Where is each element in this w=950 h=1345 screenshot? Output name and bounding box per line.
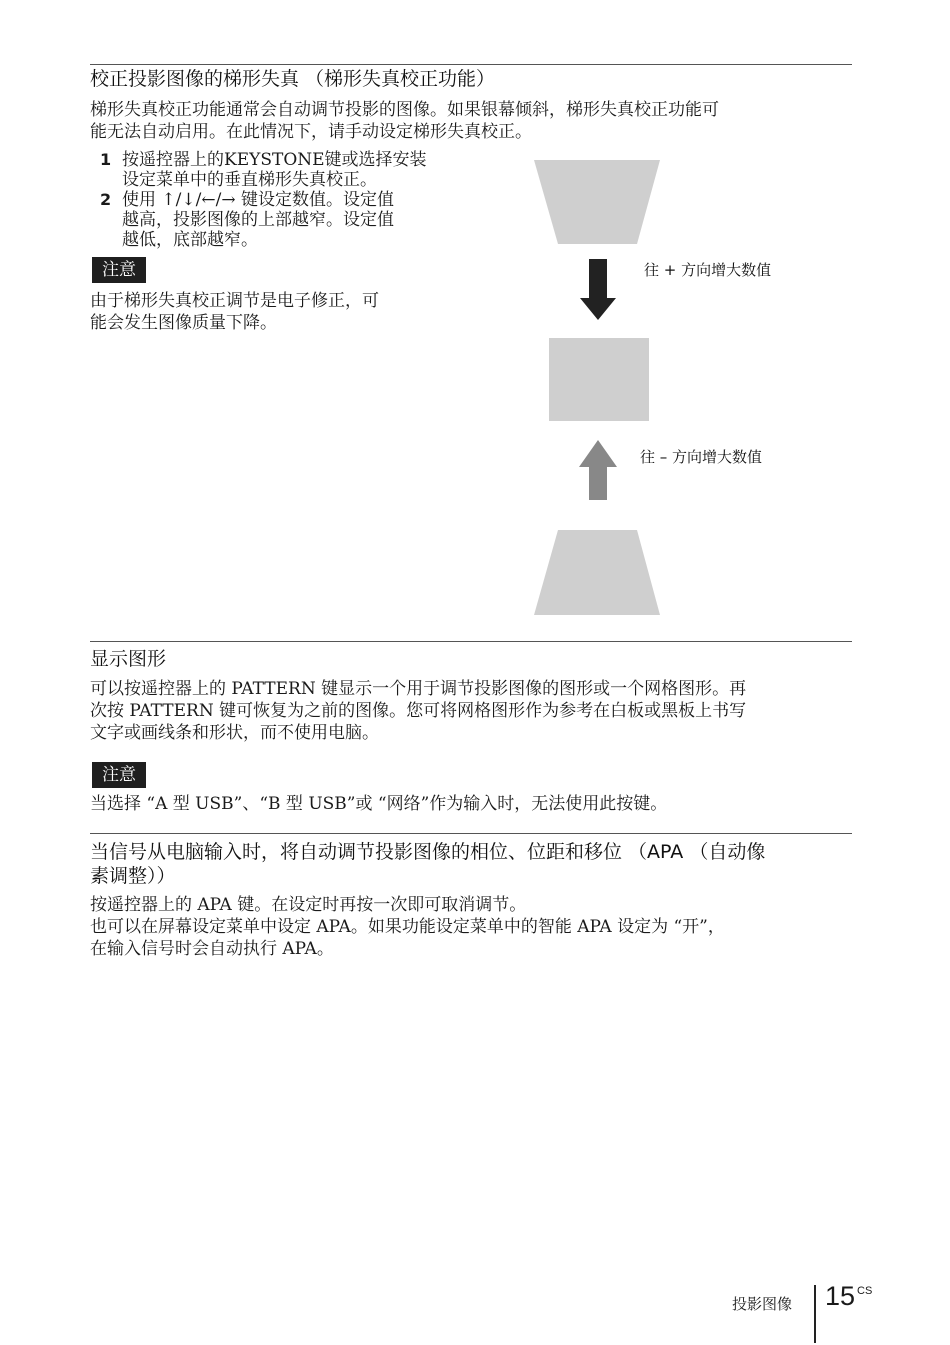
section-rule-keystone	[90, 64, 852, 65]
page-number: 15	[825, 1281, 856, 1311]
up-arrow-icon	[579, 440, 617, 500]
corrected-rectangle	[549, 338, 649, 421]
minus-direction-label: 往 – 方向增大数值	[640, 448, 763, 466]
note-line: 由于梯形失真校正调节是电子修正，可	[90, 291, 379, 311]
note-label-keystone: 注意	[92, 257, 146, 283]
pattern-body	[90, 678, 850, 744]
step-text	[122, 190, 460, 250]
step-2	[100, 190, 460, 250]
step-line: 越低，底部越窄。	[122, 230, 258, 250]
apa-body	[90, 894, 850, 960]
pattern-heading: 显示图形	[90, 648, 167, 670]
step-line: 按遥控器上的KEYSTONE键或选择安装	[122, 150, 427, 170]
pattern-body-line: 可以按遥控器上的 PATTERN 键显示一个用于调节投影图像的图形或一个网格图形。再	[90, 679, 747, 699]
step-number: 1	[100, 150, 112, 169]
section-rule-apa	[90, 833, 852, 834]
section-rule-pattern	[90, 641, 852, 642]
apa-body-line: 按遥控器上的 APA 键。在设定时再按一次即可取消调节。	[90, 895, 527, 915]
plus-direction-label: 往 + 方向增大数值	[644, 261, 772, 279]
pattern-note: 当选择 “A 型 USB”、“B 型 USB”或 “网络”作为输入时，无法使用此按键。	[90, 794, 668, 814]
keystone-diagram-svg	[520, 150, 820, 620]
keystone-intro-line: 梯形失真校正功能通常会自动调节投影的图像。如果银幕倾斜，梯形失真校正功能可	[90, 100, 719, 120]
footer-section-label: 投影图像	[732, 1295, 793, 1313]
step-1	[100, 150, 460, 190]
keystone-note	[90, 290, 450, 334]
keystone-heading: 校正投影图像的梯形失真 （梯形失真校正功能）	[90, 68, 496, 90]
down-arrow-icon	[580, 259, 616, 320]
footer-divider	[814, 1285, 816, 1343]
note-line: 能会发生图像质量下降。	[90, 313, 277, 333]
keystone-intro-line: 能无法自动启用。在此情况下，请手动设定梯形失真校正。	[90, 122, 532, 142]
pattern-body-line: 次按 PATTERN 键可恢复为之前的图像。您可将网格图形作为参考在白板或黑板上书写	[90, 701, 747, 721]
apa-heading-line: 素调整））	[90, 865, 176, 887]
apa-body-line: 也可以在屏幕设定菜单中设定 APA。如果功能设定菜单中的智能 APA 设定为 “开”，	[90, 917, 725, 937]
step-number: 2	[100, 190, 112, 209]
apa-body-line: 在输入信号时会自动执行 APA。	[90, 939, 334, 959]
keystone-intro	[90, 99, 850, 143]
narrow-bottom-trapezoid	[534, 160, 660, 244]
apa-heading-line: 当信号从电脑输入时，将自动调节投影图像的相位、位距和移位 （APA （自动像	[90, 841, 766, 863]
note-label-pattern: 注意	[92, 762, 146, 788]
keystone-diagram	[520, 150, 820, 620]
step-line: 使用 ↑/↓/←/→ 键设定数值。设定值	[122, 190, 394, 210]
narrow-top-trapezoid	[534, 530, 660, 615]
pattern-body-line: 文字或画线条和形状，而不使用电脑。	[90, 723, 379, 743]
step-line: 设定菜单中的垂直梯形失真校正。	[122, 170, 377, 190]
step-line: 越高，投影图像的上部越窄。设定值	[122, 210, 394, 230]
page-language-suffix: CS	[857, 1285, 873, 1297]
step-text	[122, 150, 460, 190]
keystone-steps	[100, 150, 460, 250]
apa-heading	[90, 840, 850, 888]
